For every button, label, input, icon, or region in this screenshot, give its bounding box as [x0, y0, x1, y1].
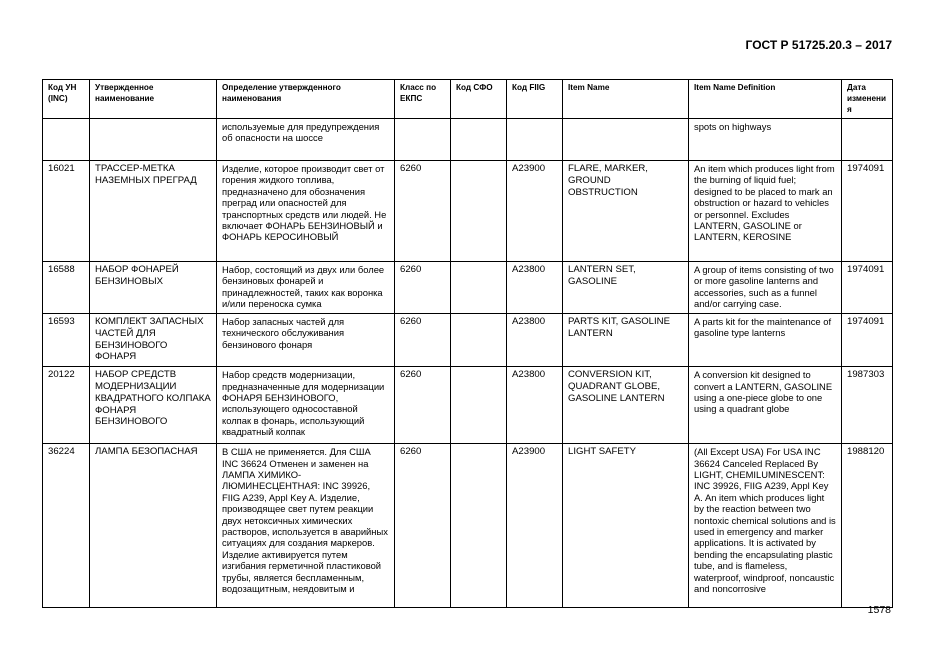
cell-class: 6260: [395, 444, 451, 608]
cell-definition-ru: Набор запасных частей для технического обслуживания бензинового фонаря: [217, 314, 395, 367]
cell-inc: 20122: [43, 367, 90, 444]
cell-item-name: LIGHT SAFETY: [563, 444, 689, 608]
cell-date: 1988120: [842, 444, 893, 608]
cell-item-definition: A conversion kit designed to convert a LANTERN, GASOLINE using a one-piece globe to one using a quadrant globe: [689, 367, 842, 444]
cell-class: 6260: [395, 262, 451, 314]
cell-inc: 16593: [43, 314, 90, 367]
cell-item-definition: spots on highways: [689, 119, 842, 161]
table-row: [43, 161, 893, 262]
col-header-name-ru: Утвержденное наименование: [90, 80, 217, 119]
cell-item-definition: A parts kit for the maintenance of gasoline type lanterns: [689, 314, 842, 367]
cell-sfo: [451, 161, 507, 262]
cell-definition-ru: В США не применяется. Для США INC 36624 Отменен и заменен на ЛАМПА ХИМИКО-ЛЮМИНЕСЦЕНТНАЯ: INC 39926, FIIG A239, Appl Key A. Изделие, производящее свет путем реакции двух нетоксичных химических растворов, используется в аварийных ситуациях для создания маркеров. Изделие активируется путем изгибания герметичной пластиковой трубы, является беспламенным, водозащитным, неядовитым и: [217, 444, 395, 608]
cell-inc: 36224: [43, 444, 90, 608]
cell-name-ru: ТРАССЕР-МЕТКА НАЗЕМНЫХ ПРЕГРАД: [90, 161, 217, 262]
cell-class: 6260: [395, 367, 451, 444]
col-header-item-name: Item Name: [563, 80, 689, 119]
cell-item-name: FLARE, MARKER, GROUND OBSTRUCTION: [563, 161, 689, 262]
cell-sfo: [451, 262, 507, 314]
header-row: [43, 80, 893, 119]
cell-item-name: CONVERSION KIT, QUADRANT GLOBE, GASOLINE LANTERN: [563, 367, 689, 444]
cell-item-name: PARTS KIT, GASOLINE LANTERN: [563, 314, 689, 367]
cell-item-name: LANTERN SET, GASOLINE: [563, 262, 689, 314]
cell-date: 1974091: [842, 262, 893, 314]
cell-item-definition: A group of items consisting of two or more gasoline lanterns and accessories, such as a funnel and/or carrying case.: [689, 262, 842, 314]
col-header-sfo: Код СФО: [451, 80, 507, 119]
col-header-item-definition: Item Name Definition: [689, 80, 842, 119]
page-number: 1578: [867, 604, 891, 616]
cell-sfo: [451, 444, 507, 608]
table-row: [43, 444, 893, 608]
cell-fiig: A23800: [507, 314, 563, 367]
cell-definition-ru: Изделие, которое производит свет от горения жидкого топлива, предназначено для обозначения преград или опасностей для транспортных средств или людей. Не включает ФОНАРЬ БЕНЗИНОВЫЙ и ФОНАРЬ КЕРОСИНОВЫЙ: [217, 161, 395, 262]
cell-fiig: [507, 119, 563, 161]
table-row: [43, 262, 893, 314]
catalog-table: [42, 79, 893, 608]
cell-inc: [43, 119, 90, 161]
cell-name-ru: НАБОР ФОНАРЕЙ БЕНЗИНОВЫХ: [90, 262, 217, 314]
document-code: ГОСТ Р 51725.20.3 – 2017: [745, 38, 892, 52]
col-header-definition-ru: Определение утвержденного наименования: [217, 80, 395, 119]
cell-name-ru: [90, 119, 217, 161]
col-header-date: Дата изменения: [842, 80, 893, 119]
cell-date: 1974091: [842, 161, 893, 262]
col-header-class: Класс по ЕКПС: [395, 80, 451, 119]
cell-name-ru: ЛАМПА БЕЗОПАСНАЯ: [90, 444, 217, 608]
cell-item-definition: An item which produces light from the burning of liquid fuel; designed to be placed to mark an obstruction or hazard to vehicles or personnel. Excludes LANTERN, GASOLINE or LANTERN, KEROSINE: [689, 161, 842, 262]
cell-class: 6260: [395, 161, 451, 262]
table-row: [43, 367, 893, 444]
cell-fiig: A23800: [507, 262, 563, 314]
cell-name-ru: НАБОР СРЕДСТВ МОДЕРНИЗАЦИИ КВАДРАТНОГО КОЛПАКА ФОНАРЯ БЕНЗИНОВОГО: [90, 367, 217, 444]
col-header-inc: Код УН (INC): [43, 80, 90, 119]
cell-date: 1987303: [842, 367, 893, 444]
cell-fiig: A23800: [507, 367, 563, 444]
cell-date: 1974091: [842, 314, 893, 367]
table-row: [43, 314, 893, 367]
cell-sfo: [451, 314, 507, 367]
cell-definition-ru: используемые для предупреждения об опасности на шоссе: [217, 119, 395, 161]
table-header: [43, 80, 893, 119]
cell-definition-ru: Набор средств модернизации, предназначенные для модернизации ФОНАРЯ БЕНЗИНОВОГО, использующего односоставной колпак в фонарь, использующий квадратный колпак: [217, 367, 395, 444]
cell-sfo: [451, 367, 507, 444]
cell-fiig: A23900: [507, 444, 563, 608]
cell-item-definition: (All Except USA) For USA INC 36624 Canceled Replaced By LIGHT, CHEMILUMINESCENT: INC 39926, FIIG A239, Appl Key A. An item which produces light by the reaction between two nontoxic chemical solutions and is used in emergency and marker applications. It is activated by bending the encapsulating plastic tube, and is flameless, waterproof, windproof, noncaustic and noncorrosive: [689, 444, 842, 608]
cell-sfo: [451, 119, 507, 161]
cell-fiig: A23900: [507, 161, 563, 262]
table-row: [43, 119, 893, 161]
cell-name-ru: КОМПЛЕКТ ЗАПАСНЫХ ЧАСТЕЙ ДЛЯ БЕНЗИНОВОГО ФОНАРЯ: [90, 314, 217, 367]
cell-item-name: [563, 119, 689, 161]
cell-definition-ru: Набор, состоящий из двух или более бензиновых фонарей и принадлежностей, таких как воронка и/или переноска сумка: [217, 262, 395, 314]
cell-inc: 16021: [43, 161, 90, 262]
cell-class: 6260: [395, 314, 451, 367]
table-body: [43, 119, 893, 608]
cell-inc: 16588: [43, 262, 90, 314]
col-header-fiig: Код FIIG: [507, 80, 563, 119]
cell-date: [842, 119, 893, 161]
cell-class: [395, 119, 451, 161]
